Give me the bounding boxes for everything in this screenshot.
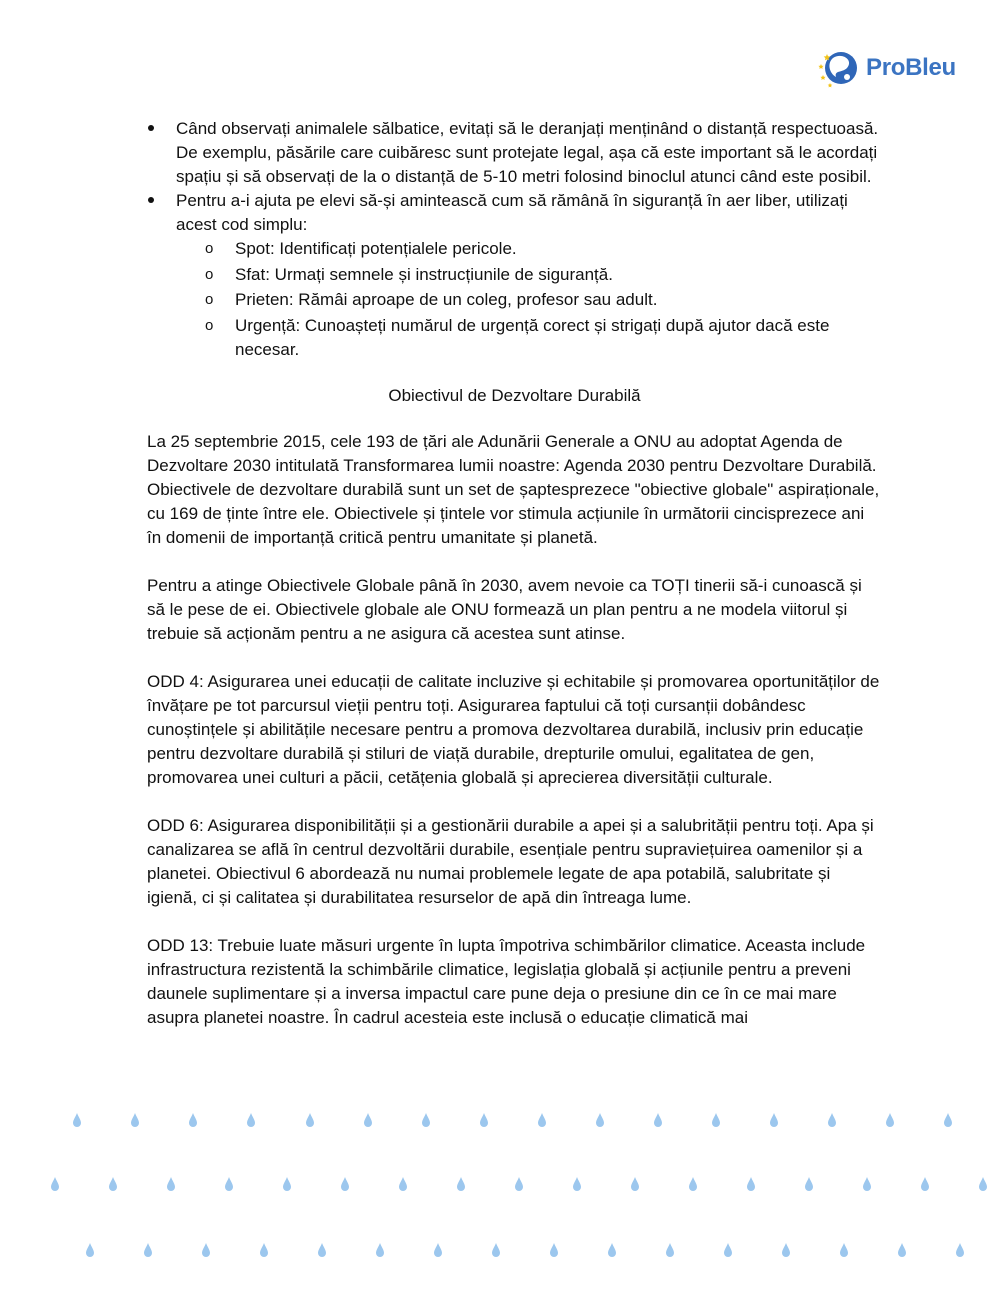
paragraph-odd-4: ODD 4: Asigurarea unei educații de calitate incluzive și echitabile și promovarea oportunităților de învățare pe tot parcursul vieții pentru toți. Asigurarea faptului că toți cursanții dobândesc cunoștințele și abilitățile necesare pentru a promova dezvoltarea durabilă, inclusiv prin educație pentru dezvoltare durabilă și stiluri de viață durabile, drepturile omului, egalitatea de gen, promovarea unei culturi a păcii, cetățenia globală și aprecierea diversității culturale. bbox=[147, 671, 880, 787]
water-drop-icon bbox=[457, 1177, 465, 1191]
water-drop-icon bbox=[840, 1243, 848, 1257]
water-drop-icon bbox=[480, 1113, 488, 1127]
water-drop-icon bbox=[805, 1177, 813, 1191]
water-drop-icon bbox=[341, 1177, 349, 1191]
water-drop-icon bbox=[434, 1243, 442, 1257]
water-drop-icon bbox=[492, 1243, 500, 1257]
water-drop-icon bbox=[608, 1243, 616, 1257]
water-drop-icon bbox=[73, 1113, 81, 1127]
water-drop-icon bbox=[131, 1113, 139, 1127]
water-drop-icon bbox=[144, 1243, 152, 1257]
brand-logo bbox=[814, 46, 956, 90]
code-item-urgenta: o Urgență: Cunoașteți numărul de urgență corect și strigați după ajutor dacă este necesar. bbox=[205, 314, 882, 362]
water-drop-icon bbox=[51, 1177, 59, 1191]
bullet-item-wildlife: Când observați animalele sălbatice, evitați să le deranjați menținând o distanță respectuoasă. De exemplu, păsările care cuibăresc sunt protejate legal, așa că este important să le acordați spațiu și să observați de la o distanță de 5-10 metri folosind binoclul atunci când este posibil. bbox=[147, 117, 882, 189]
water-drop-icon bbox=[109, 1177, 117, 1191]
bullet-list bbox=[147, 117, 882, 362]
water-drop-icon bbox=[863, 1177, 871, 1191]
water-drop-icon bbox=[886, 1113, 894, 1127]
water-drop-icon bbox=[770, 1113, 778, 1127]
water-drop-icon bbox=[167, 1177, 175, 1191]
water-drop-icon bbox=[283, 1177, 291, 1191]
probleu-logo-icon bbox=[814, 46, 862, 90]
paragraph-agenda-2030: La 25 septembrie 2015, cele 193 de țări ale Adunării Generale a ONU au adoptat Agenda de Dezvoltare 2030 intitulată Transformarea lumii noastre: Agenda 2030 pentru Dezvoltare Durabilă. Obiectivele de dezvoltare durabilă sunt un set de șaptesprezece "obiective globale" aspiraționale, cu 169 de ținte între ele. Obiectivele și țintele vor stimula acțiunile în următorii cincisprezece ani în domenii de importanță critică pentru umanitate și planetă. bbox=[147, 431, 880, 547]
water-drop-icon bbox=[364, 1113, 372, 1127]
water-drop-icon bbox=[376, 1243, 384, 1257]
paragraph-odd-13: ODD 13: Trebuie luate măsuri urgente în lupta împotriva schimbărilor climatice. Aceasta include infrastructura rezistentă la schimbările climatice, legislația globală și acțiunile pentru a preveni daunele suplimentare și a inversa impactul care pune deja o presiune din ce în ce mai mare asupra planetei noastre. În cadrul acesteia este inclusă o educație climatică mai bbox=[147, 935, 866, 1027]
water-drop-icon bbox=[86, 1243, 94, 1257]
water-drop-icon bbox=[202, 1243, 210, 1257]
water-drop-icon bbox=[247, 1113, 255, 1127]
water-drop-icon bbox=[898, 1243, 906, 1257]
water-drop-icon bbox=[515, 1177, 523, 1191]
brand-name: ProBleu bbox=[866, 54, 956, 81]
water-drop-icon bbox=[631, 1177, 639, 1191]
water-drop-icon bbox=[596, 1113, 604, 1127]
bullet-item-safety-code: Pentru a-i ajuta pe elevi să-și amintească cum să rămână în siguranță în aer liber, utilizați acest cod simplu: o Spot: Identificați potențialele pericole. o Sfat: Urmați semnele și instrucțiunile de siguranță. o Prieten: Rămâi aproape de un coleg, profesor sau adult. o Urgență: Cunoașteți numărul de urgență corect și strigați după ajutor dacă este necesar. bbox=[147, 189, 882, 362]
water-drops-decoration bbox=[0, 1100, 1000, 1294]
section-heading: Obiectivul de Dezvoltare Durabilă bbox=[388, 385, 641, 405]
paragraph-global-goals: Pentru a atinge Obiectivele Globale până în 2030, avem nevoie ca TOȚI tinerii să-i cunoască și să le pese de ei. Obiectivele globale ale ONU formează un plan pentru a ne modela viitorul și trebuie să acționăm pentru a ne asigura că acestea sunt atinse. bbox=[147, 575, 862, 643]
code-item-spot: o Spot: Identificați potențialele pericole. bbox=[205, 237, 882, 261]
water-drop-icon bbox=[666, 1243, 674, 1257]
water-drop-icon bbox=[399, 1177, 407, 1191]
water-drop-icon bbox=[712, 1113, 720, 1127]
water-drop-icon bbox=[944, 1113, 952, 1127]
water-drop-icon bbox=[979, 1177, 987, 1191]
water-drop-icon bbox=[538, 1113, 546, 1127]
water-drop-icon bbox=[306, 1113, 314, 1127]
water-drop-icon bbox=[921, 1177, 929, 1191]
water-drop-icon bbox=[747, 1177, 755, 1191]
document-body bbox=[147, 117, 882, 1054]
water-drop-icon bbox=[724, 1243, 732, 1257]
water-drop-icon bbox=[654, 1113, 662, 1127]
water-drop-icon bbox=[689, 1177, 697, 1191]
water-drop-icon bbox=[260, 1243, 268, 1257]
safety-code-list bbox=[176, 237, 882, 362]
water-drop-icon bbox=[225, 1177, 233, 1191]
water-drop-icon bbox=[318, 1243, 326, 1257]
paragraph-odd-6: ODD 6: Asigurarea disponibilității și a gestionării durabile a apei și a salubrității pentru toți. Apa și canalizarea se află în centrul dezvoltării durabile, esențiale pentru supraviețuirea oamenilor și a planetei. Obiectivul 6 abordează nu numai problemele legate de apa potabilă, salubritate și igienă, ci și calitatea și durabilitatea resurselor de apă din întreaga lume. bbox=[147, 815, 874, 907]
water-drop-icon bbox=[782, 1243, 790, 1257]
water-drop-icon bbox=[573, 1177, 581, 1191]
water-drop-icon bbox=[422, 1113, 430, 1127]
water-drop-icon bbox=[550, 1243, 558, 1257]
water-drop-icon bbox=[828, 1113, 836, 1127]
code-item-sfat: o Sfat: Urmați semnele și instrucțiunile de siguranță. bbox=[205, 263, 882, 287]
water-drop-icon bbox=[189, 1113, 197, 1127]
water-drop-icon bbox=[956, 1243, 964, 1257]
code-item-prieten: o Prieten: Rămâi aproape de un coleg, profesor sau adult. bbox=[205, 288, 882, 312]
